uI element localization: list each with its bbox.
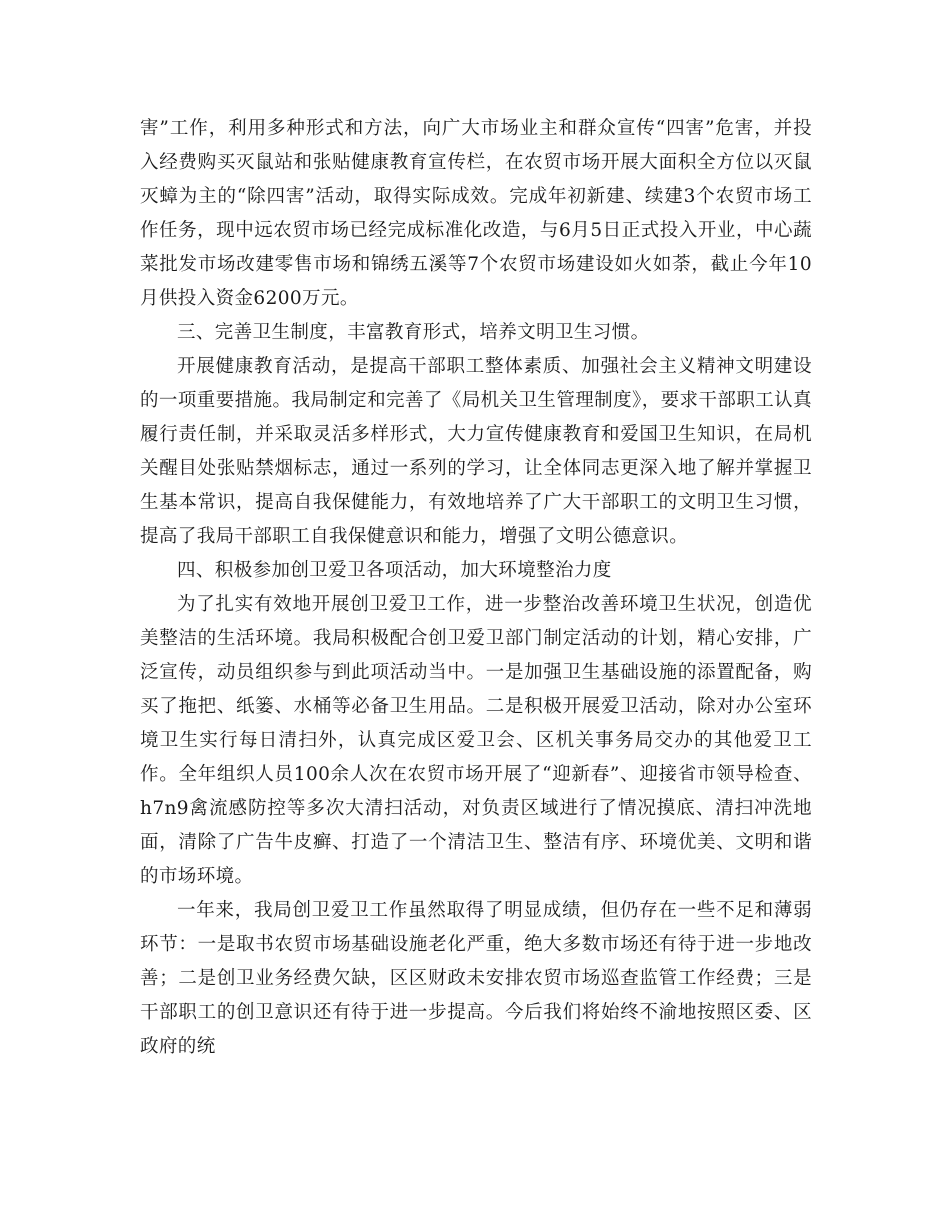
document-page [140, 112, 812, 1064]
section-heading-4: 四、积极参加创卫爱卫各项活动，加大环境整治力度 [177, 560, 612, 581]
paragraph-continued-text: 害”工作，利用多种形式和方法，向广大市场业主和群众宣传“四害”危害，并投入经费购买灭鼠站和张贴健康教育宣传栏，在农贸市场开展大面积全方位以灭鼠灭蟑为主的“除四害”活动，取得实际成效。完成年初新建、续建3个农贸市场工作任务，现中远农贸市场已经完成标准化改造，与6月5日正式投入开业，中心蔬菜批发市场改建零售市场和锦绣五溪等7个农贸市场建设如火如荼，截止今年10月供投入资金6200万元。 [140, 118, 812, 309]
paragraph-health-education: 开展健康教育活动，是提高干部职工整体素质、加强社会主义精神文明建设的一项重要措施。我局制定和完善了《局机关卫生管理制度》，要求干部职工认真履行责任制，并采取灵活多样形式，大力宣传健康教育和爱国卫生知识，在局机关醒目处张贴禁烟标志，通过一系列的学习，让全体同志更深入地了解并掌握卫生基本常识，提高自我保健能力，有效地培养了广大干部职工的文明卫生习惯，提高了我局干部职工自我保健意识和能力，增强了文明公德意识。 [140, 356, 812, 547]
section-heading-3: 三、完善卫生制度，丰富教育形式，培养文明卫生习惯。 [177, 322, 650, 343]
paragraph-summary-shortcomings: 一年来，我局创卫爱卫工作虽然取得了明显成绩，但仍存在一些不足和薄弱环节：一是取书农贸市场基础设施老化严重，绝大多数市场还有待于进一步地改善；二是创卫业务经费欠缺，区区财政未安排农贸市场巡查监管工作经费；三是干部职工的创卫意识还有待于进一步提高。今后我们将始终不渝地按照区委、区政府的统 [140, 900, 812, 1057]
paragraph-sanitation-activities: 为了扎实有效地开展创卫爱卫工作，进一步整治改善环境卫生状况，创造优美整洁的生活环境。我局积极配合创卫爱卫部门制定活动的计划，精心安排，广泛宣传，动员组织参与到此项活动当中。一是加强卫生基础设施的添置配备，购买了拖把、纸篓、水桶等必备卫生用品。二是积极开展爱卫活动，除对办公室环境卫生实行每日清扫外，认真完成区爱卫会、区机关事务局交办的其他爱卫工作。全年组织人员100余人次在农贸市场开展了“迎新春”、迎接省市领导检查、h7n9禽流感防控等多次大清扫活动，对负责区域进行了情况摸底、清扫冲洗地面，清除了广告牛皮癣、打造了一个清洁卫生、整洁有序、环境优美、文明和谐的市场环境。 [140, 594, 812, 887]
